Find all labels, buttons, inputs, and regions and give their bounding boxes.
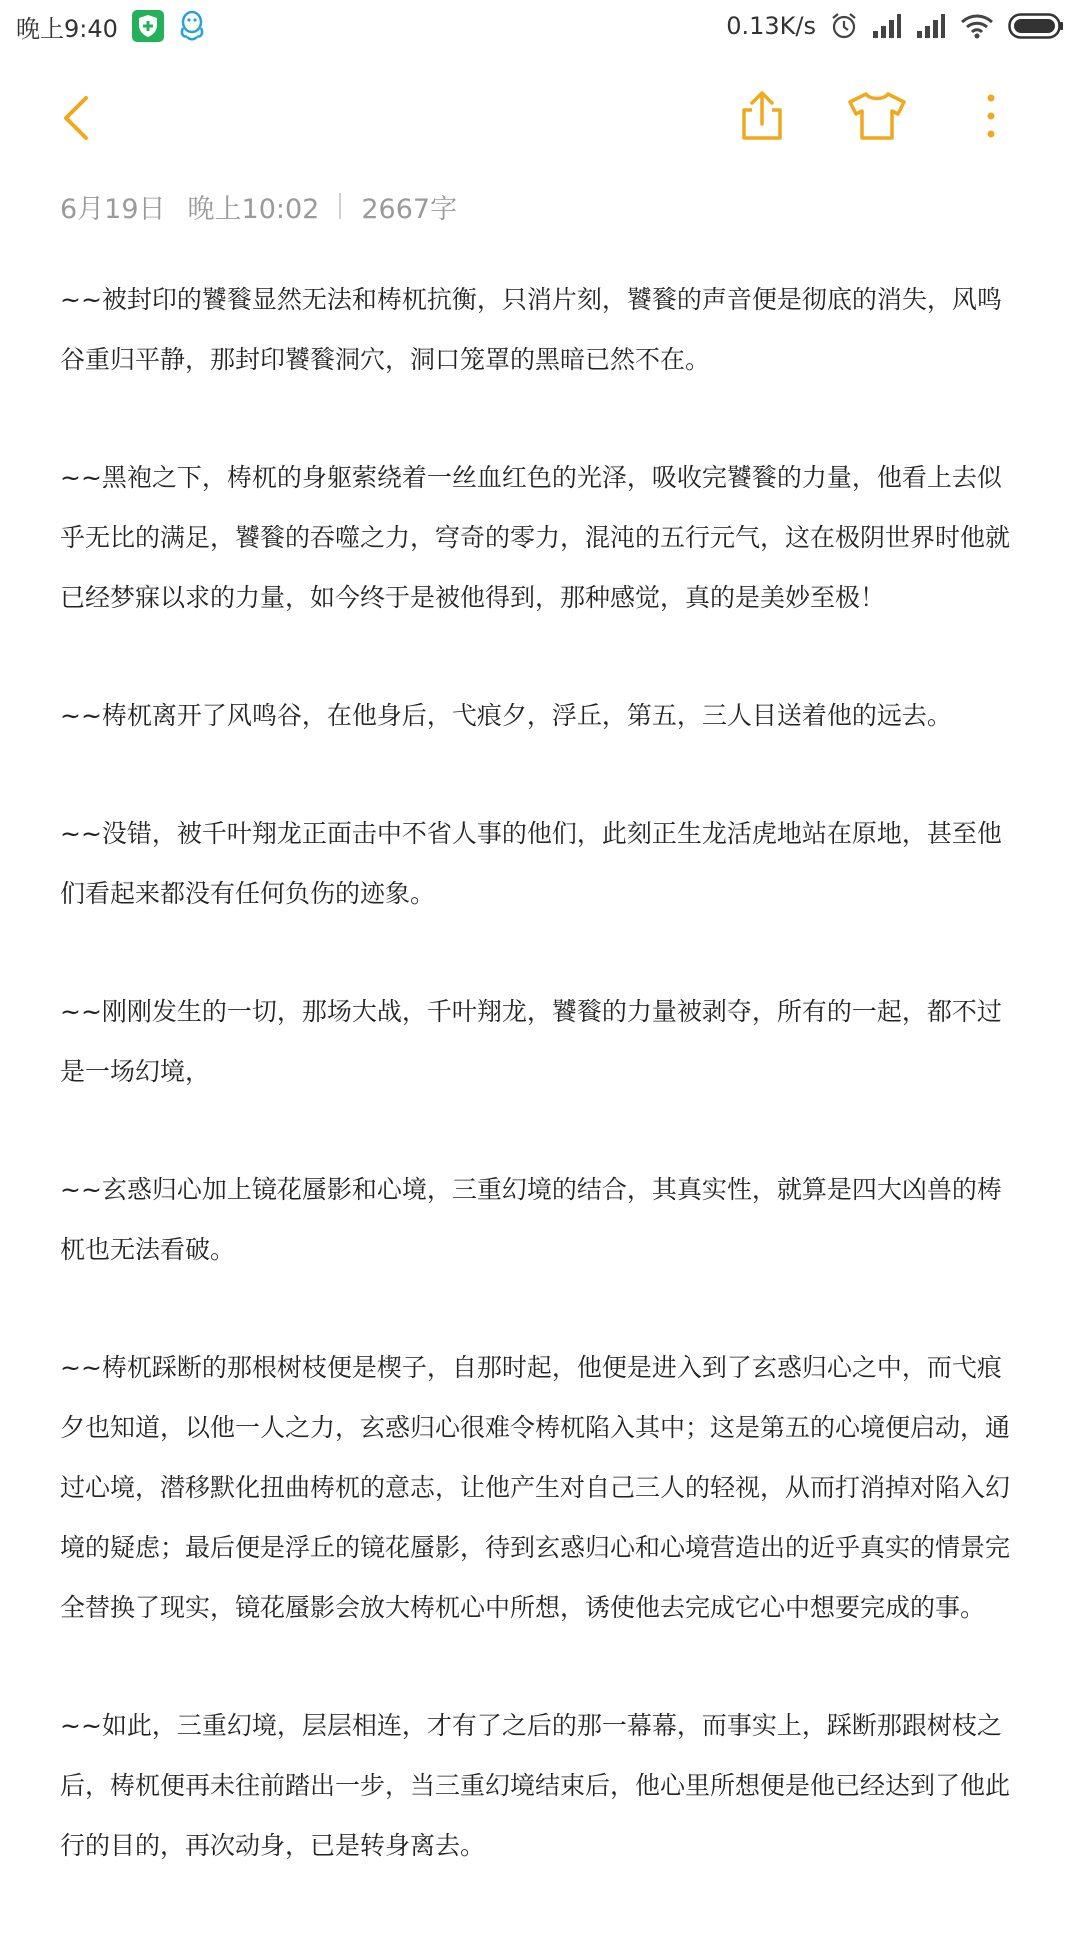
note-paragraph: ~~梼杌离开了风鸣谷，在他身后，弋痕夕，浮丘，第五，三人目送着他的远去。: [60, 701, 952, 730]
note-paragraph: ~~黑袍之下，梼杌的身躯萦绕着一丝血红色的光泽，吸收完饕餮的力量，他看上去似乎无比的满足，饕餮的吞噬之力，穹奇的零力，混沌的五行元气，这在极阴世界时他就已经梦寐以求的力量，如今终于是被他得到，那种感觉，真的是美妙至极！: [60, 463, 1011, 612]
network-speed: 0.13K/s: [726, 12, 816, 40]
shield-icon: [132, 10, 164, 42]
note-paragraph: ~~没错，被千叶翔龙正面击中不省人事的他们，此刻正生龙活虎地站在原地，甚至他们看起来都没有任何负伤的迹象。: [60, 819, 1002, 908]
more-button[interactable]: [976, 90, 1006, 142]
note-meta: [60, 186, 457, 226]
qq-icon: [178, 10, 206, 42]
status-right: [726, 12, 1064, 40]
note-paragraph: ~~玄惑归心加上镜花蜃影和心境，三重幻境的结合，其真实性，就算是四大凶兽的梼杌也无法看破。: [60, 1175, 1002, 1264]
theme-button[interactable]: [846, 90, 908, 142]
status-left: [16, 9, 206, 44]
share-icon: [736, 90, 788, 142]
back-button[interactable]: [56, 92, 102, 144]
note-paragraph: ~~刚刚发生的一切，那场大战，千叶翔龙，饕餮的力量被剥夺，所有的一起，都不过是一场幻境，: [60, 997, 1002, 1086]
signal-icon: [916, 13, 946, 39]
status-bar: [0, 0, 1080, 52]
note-paragraph: ~~如此，三重幻境，层层相连，才有了之后的那一幕幕，而事实上，踩断那跟树枝之后，梼杌便再未往前踏出一步，当三重幻境结束后，他心里所想便是他已经达到了他此行的目的，再次动身，已是转身离去。: [60, 1711, 1011, 1860]
meta-divider: [339, 193, 341, 219]
status-time: 晚上9:40: [16, 14, 118, 43]
note-body[interactable]: [60, 270, 1020, 1934]
note-date: 6月19日: [60, 193, 166, 225]
battery-icon: [1008, 13, 1064, 39]
alarm-icon: [830, 12, 858, 40]
note-paragraph: ~~梼杌踩断的那根树枝便是楔子，自那时起，他便是进入到了玄惑归心之中，而弋痕夕也知道，以他一人之力，玄惑归心很难令梼杌陷入其中；这是第五的心境便启动，通过心境，潜移默化扭曲梼杌的意志，让他产生对自己三人的轻视，从而打消掉对陷入幻境的疑虑；最后便是浮丘的镜花蜃影，待到玄惑归心和心境营造出的近乎真实的情景完全替换了现实，镜花蜃影会放大梼杌心中所想，诱使他去完成它心中想要完成的事。: [60, 1353, 1011, 1622]
note-toolbar: [0, 82, 1080, 152]
back-icon: [56, 92, 102, 144]
word-count: 2667字: [361, 193, 458, 225]
more-icon: [976, 90, 1006, 142]
share-button[interactable]: [736, 90, 788, 142]
signal-icon: [872, 13, 902, 39]
note-time: 晚上10:02: [187, 193, 320, 225]
theme-shirt-icon: [846, 90, 908, 142]
note-paragraph: ~~被封印的饕餮显然无法和梼杌抗衡，只消片刻，饕餮的声音便是彻底的消失，风鸣谷重归平静，那封印饕餮洞穴，洞口笼罩的黑暗已然不在。: [60, 285, 1002, 374]
wifi-icon: [960, 13, 994, 39]
